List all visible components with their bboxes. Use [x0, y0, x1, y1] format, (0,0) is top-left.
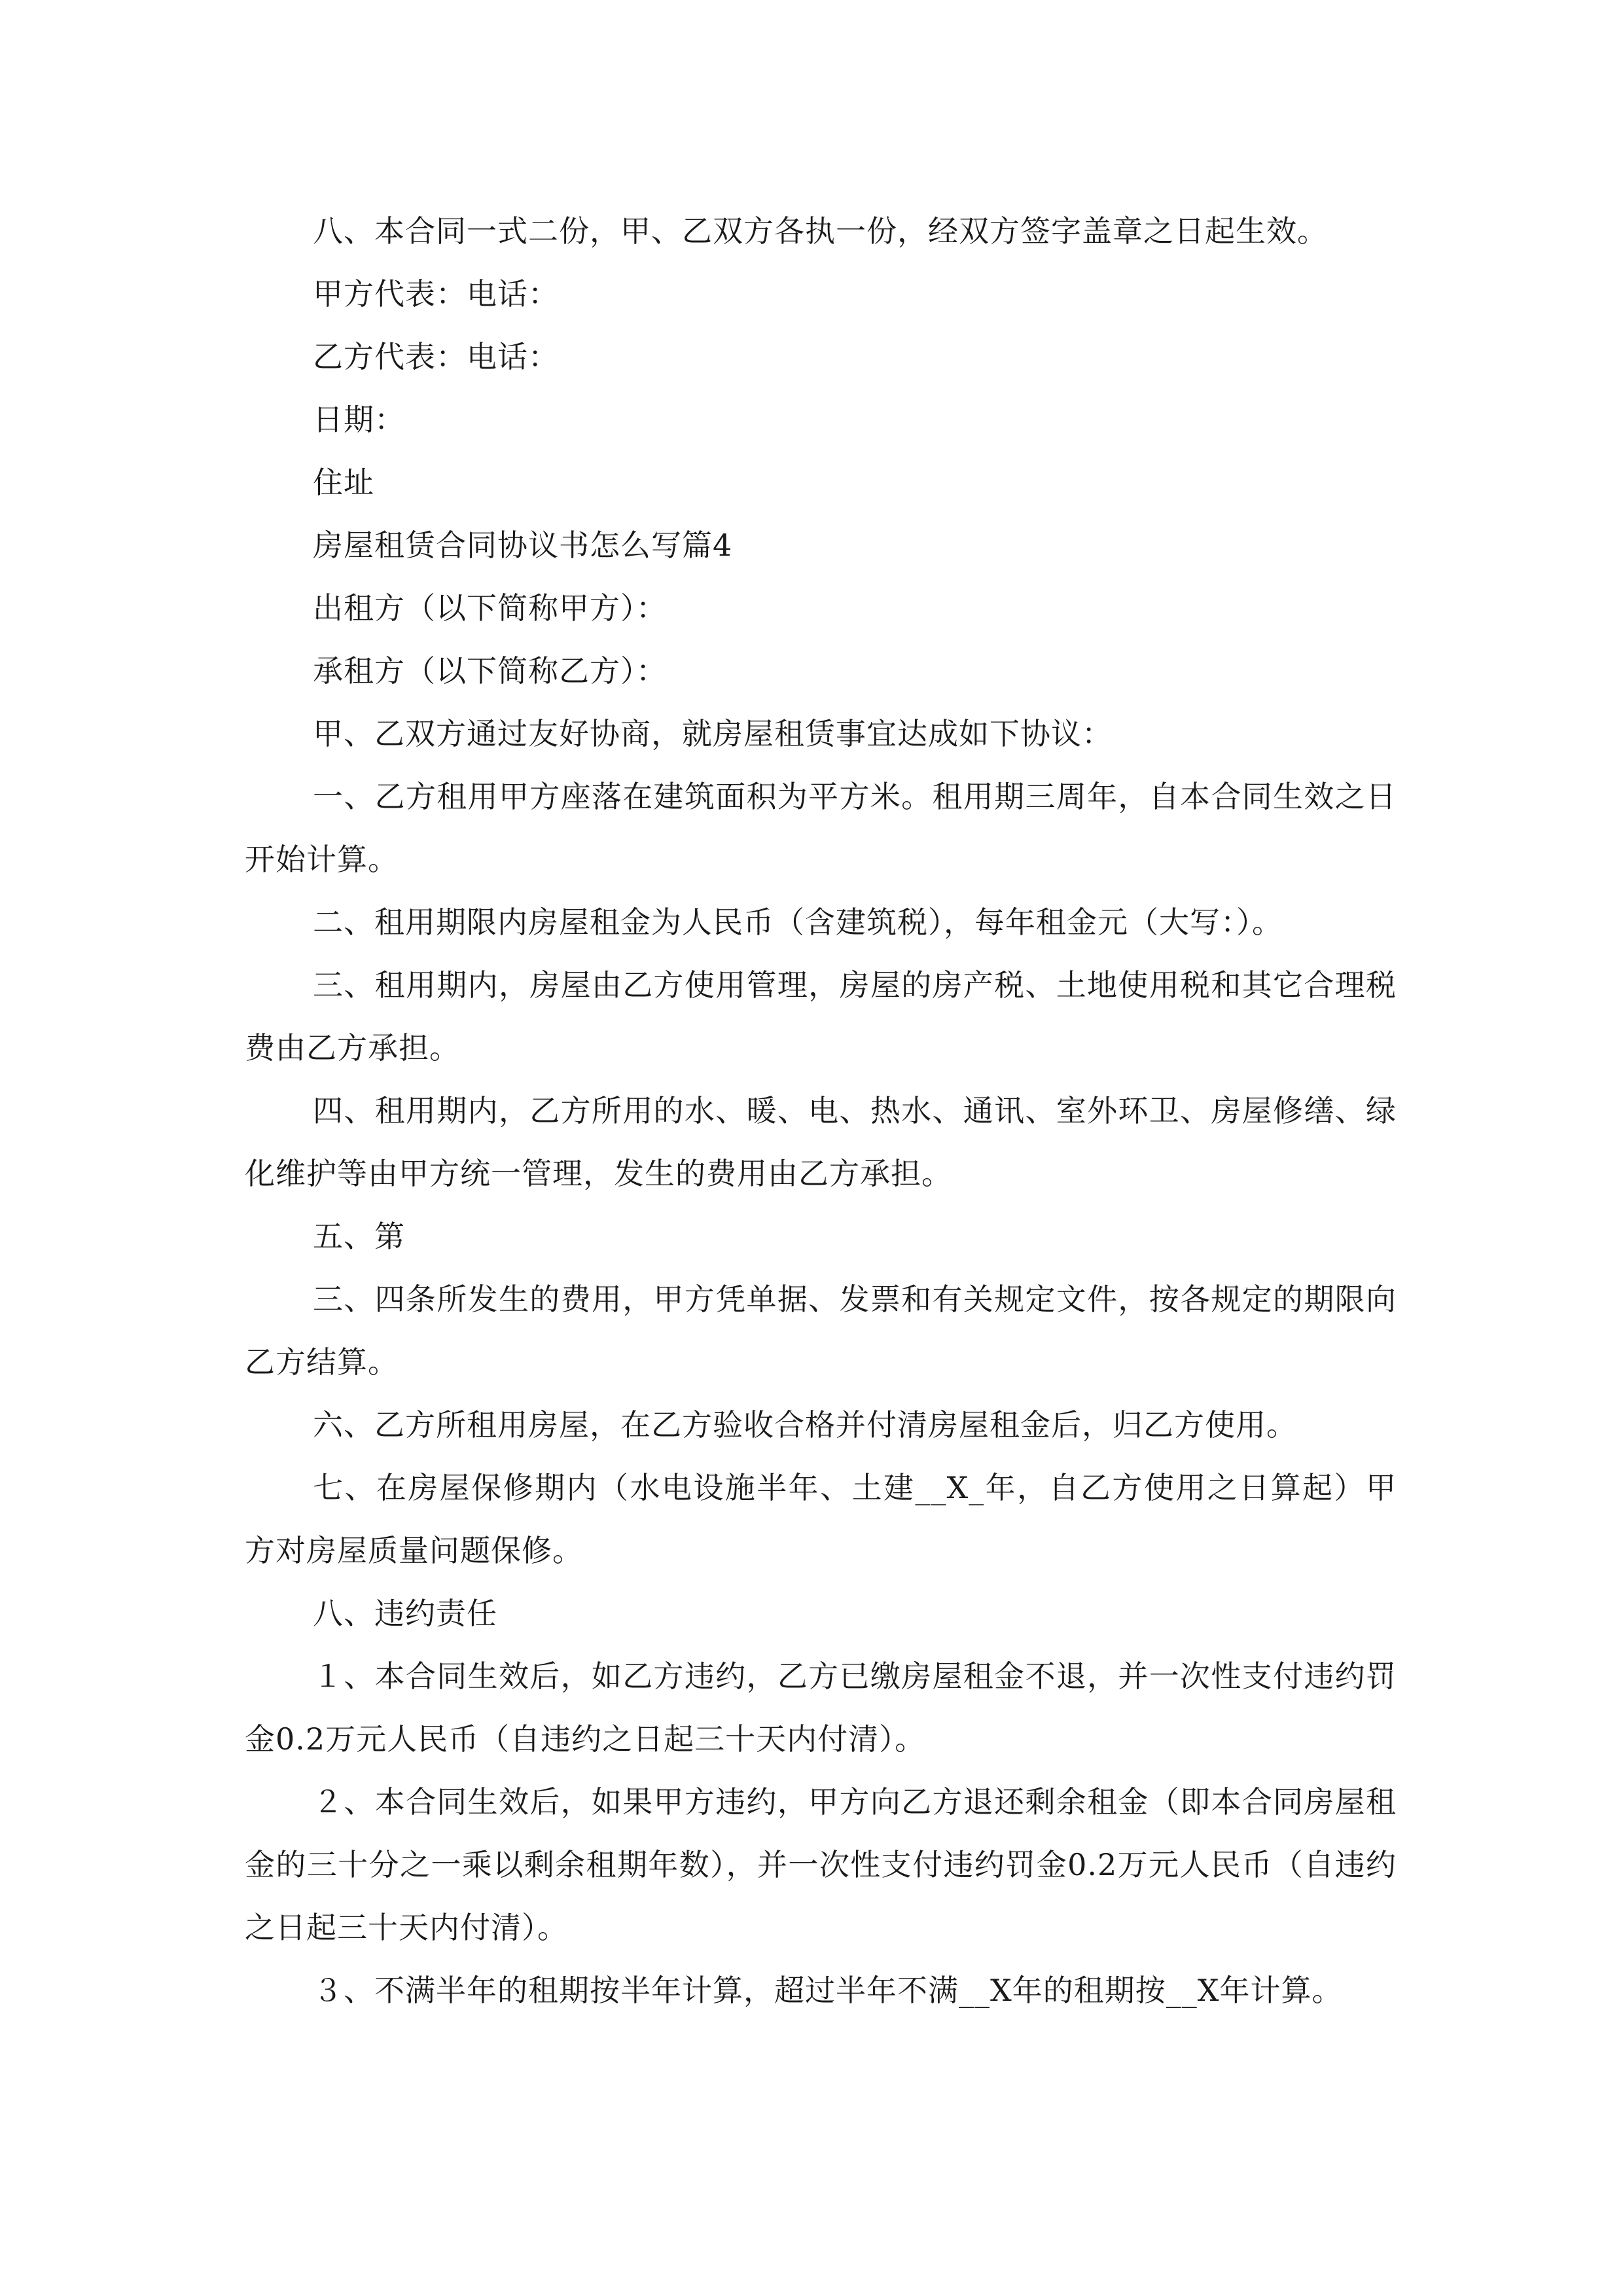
agreement-intro: 甲、乙双方通过友好协商，就房屋租赁事宜达成如下协议：: [313, 716, 1113, 751]
address-line: 住址: [313, 465, 374, 500]
party-a-representative: 甲方代表：电话：: [313, 276, 559, 312]
lessee-line: 承租方（以下简称乙方）：: [313, 653, 667, 689]
breach-item-1: １、本合同生效后，如乙方违约，乙方已缴房屋租金不退，并一次性支付违约罚金0.2万元人民币（自违约之日起三十天内付清）。: [245, 1659, 1397, 1757]
party-b-representative: 乙方代表：电话：: [313, 339, 559, 374]
clause-1: 一、乙方租用甲方座落在建筑面积为平方米。租用期三周年，自本合同生效之日开始计算。: [245, 779, 1397, 877]
clause-4: 四、租用期内，乙方所用的水、暖、电、热水、通讯、室外环卫、房屋修缮、绿化维护等由甲方统一管理，发生的费用由乙方承担。: [245, 1093, 1397, 1191]
breach-item-2: ２、本合同生效后，如果甲方违约，甲方向乙方退还剩余租金（即本合同房屋租金的三十分之一乘以剩余租期年数），并一次性支付违约罚金0.2万元人民币（自违约之日起三十天内付清）。: [245, 1784, 1397, 1945]
breach-item-3: ３、不满半年的租期按半年计算，超过半年不满__X年的租期按__X年计算。: [313, 1973, 1343, 2008]
clause-6: 六、乙方所租用房屋，在乙方验收合格并付清房屋租金后，归乙方使用。: [313, 1407, 1297, 1443]
date-line: 日期：: [313, 402, 405, 437]
clause-3: 三、租用期内，房屋由乙方使用管理，房屋的房产税、土地使用税和其它合理税费由乙方承担。: [245, 967, 1397, 1066]
clause-8-breach-heading: 八、违约责任: [313, 1596, 497, 1631]
clause-2: 二、租用期限内房屋租金为人民币（含建筑税），每年租金元（大写：）。: [313, 905, 1283, 940]
clause-7: 七、在房屋保修期内（水电设施半年、土建__X_年，自乙方使用之日算起）甲方对房屋质量问题保修。: [245, 1470, 1397, 1568]
clause-5: 五、第: [313, 1219, 405, 1254]
clause-5-continued: 三、四条所发生的费用，甲方凭单据、发票和有关规定文件，按各规定的期限向乙方结算。: [245, 1282, 1397, 1380]
section-title: 房屋租赁合同协议书怎么写篇4: [313, 528, 733, 563]
lessor-line: 出租方（以下简称甲方）：: [313, 590, 667, 626]
document-body: [245, 200, 1397, 2022]
clause-8-copies: 八、本合同一式二份，甲、乙双方各执一份，经双方签字盖章之日起生效。: [313, 213, 1328, 249]
